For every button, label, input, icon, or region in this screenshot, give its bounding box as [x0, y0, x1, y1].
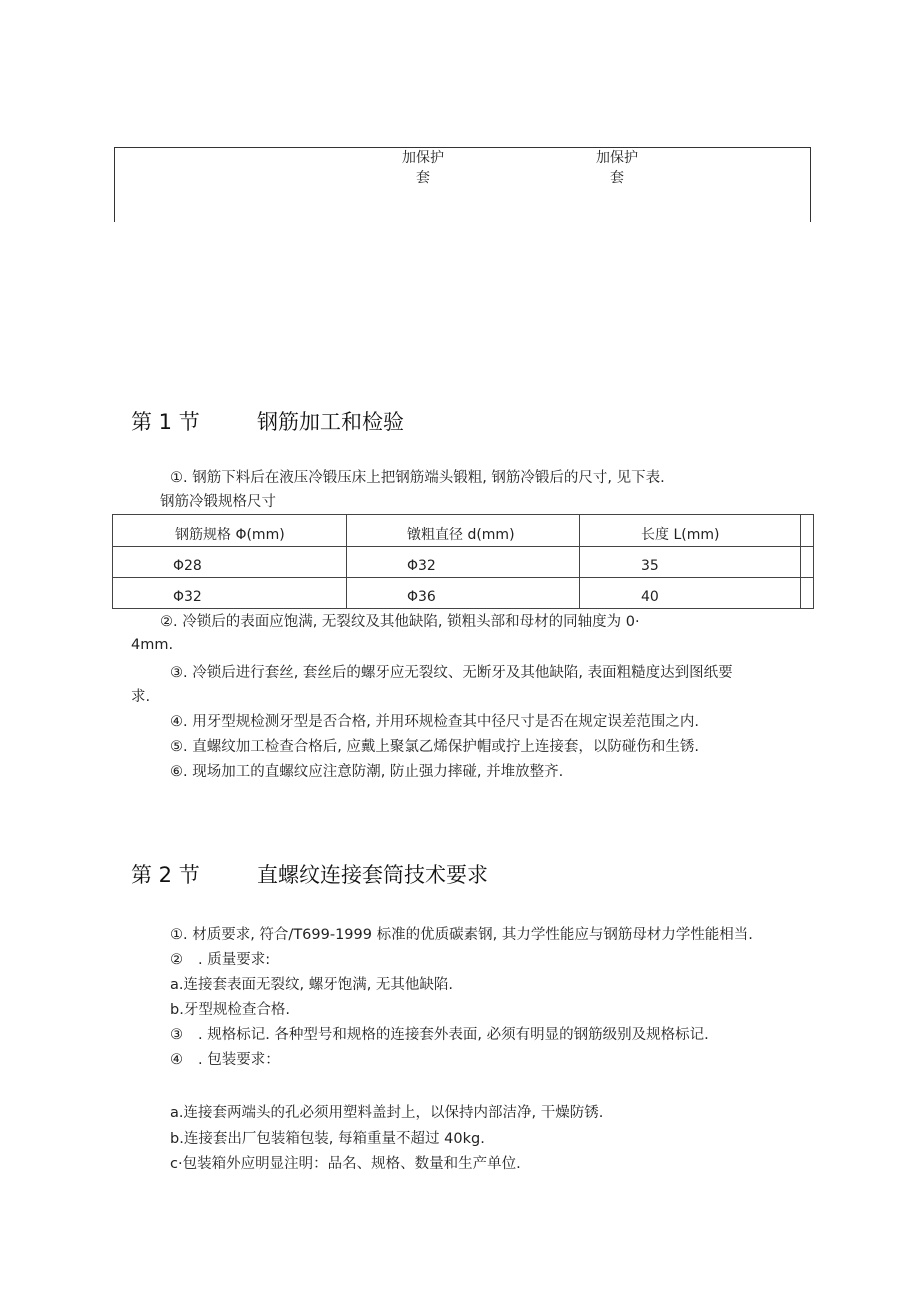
table-empty-cell: [801, 515, 814, 547]
table-row: [113, 578, 814, 609]
table-header-cell: [347, 515, 580, 547]
section2-item4b: b.连接套出厂包装箱包装, 每箱重量不超过 40kg.: [170, 1131, 485, 1147]
section1-item3-line1: ③. 冷锁后进行套丝, 套丝后的螺牙应无裂纹、无断牙及其他缺陷, 表面粗糙度达到图纸要: [170, 665, 733, 681]
section2-item3-text: . 规格标记. 各种型号和规格的连接套外表面, 必须有明显的钢筋级别及规格标记.: [198, 1027, 709, 1043]
fragment-cell-a: [393, 148, 453, 188]
table-empty-cell: [801, 547, 814, 578]
table-cell: [113, 547, 347, 578]
table-header-cell: [580, 515, 801, 547]
table-header-row: [113, 515, 814, 547]
section1-intro: ①. 钢筋下料后在液压冷锻压床上把钢筋端头锻粗, 钢筋冷锻后的尺寸, 见下表.: [170, 470, 665, 486]
section2-number: 第 2 节: [131, 863, 200, 887]
section2-item4-marker: ④: [170, 1052, 183, 1068]
section2-item4c: c·包装箱外应明显注明：品名、规格、数量和生产单位.: [170, 1156, 521, 1172]
table-cell-value: Φ36: [407, 589, 436, 605]
section1-item4: ④. 用牙型规检测牙型是否合格, 并用环规检查其中径尺寸是否在规定误差范围之内.: [170, 714, 700, 730]
table-cell-value: Φ28: [173, 558, 202, 574]
section2-item3-marker: ③: [170, 1027, 183, 1043]
section1-item2-line2: 4mm.: [131, 637, 174, 653]
table-cell: [347, 578, 580, 609]
table-cell-value: 40: [641, 589, 659, 605]
section2-item2-text: . 质量要求:: [198, 952, 271, 968]
section1-title: 钢筋加工和检验: [257, 410, 404, 434]
section1-table-caption: 钢筋冷锻规格尺寸: [160, 494, 276, 510]
section1-item5: ⑤. 直螺纹加工检查合格后, 应戴上聚氯乙烯保护帽或拧上连接套，以防碰伤和生锈.: [170, 739, 700, 755]
table-header-diameter: 镦粗直径 d(mm): [407, 527, 515, 543]
fragment-table-left-border: [114, 147, 115, 222]
table-cell-value: Φ32: [407, 558, 436, 574]
table-cell-value: Φ32: [173, 589, 202, 605]
table-cell: [580, 578, 801, 609]
table-cell-value: 35: [641, 558, 659, 574]
section2-item2a: a.连接套表面无裂纹, 螺牙饱满, 无其他缺陷.: [170, 977, 454, 993]
section2-item1: ①. 材质要求, 符合/T699-1999 标准的优质碳素钢, 其力学性能应与钢筋母材力学性能相当.: [170, 927, 753, 943]
section2-item4-text: . 包装要求：: [198, 1052, 280, 1068]
table-row: [113, 547, 814, 578]
fragment-cell-a-line1: 加保护: [402, 150, 444, 166]
table-header-cell: [113, 515, 347, 547]
section1-item3-line2: 求.: [131, 689, 151, 705]
table-header-spec: 钢筋规格 Φ(mm): [175, 527, 285, 543]
fragment-cell-a-line2: 套: [416, 170, 430, 186]
section2-item2-marker: ②: [170, 952, 183, 968]
fragment-table-top-border: [114, 147, 811, 148]
forging-spec-table: [112, 514, 814, 609]
table-header-length: 长度 L(mm): [641, 527, 720, 543]
table-empty-cell: [801, 578, 814, 609]
table-cell: [580, 547, 801, 578]
table-cell: [347, 547, 580, 578]
table-cell: [113, 578, 347, 609]
fragment-cell-b-line2: 套: [610, 170, 624, 186]
fragment-cell-b: [587, 148, 647, 188]
section1-item2-line1: ②. 冷锁后的表面应饱满, 无裂纹及其他缺陷, 锁粗头部和母材的同轴度为 0·: [160, 614, 640, 630]
fragment-cell-b-line1: 加保护: [596, 150, 638, 166]
section1-item6: ⑥. 现场加工的直螺纹应注意防潮, 防止强力摔碰, 并堆放整齐.: [170, 764, 564, 780]
section2-item4a: a.连接套两端头的孔必须用塑料盖封上，以保持内部洁净, 干燥防锈.: [170, 1105, 604, 1121]
section2-title: 直螺纹连接套筒技术要求: [257, 863, 488, 887]
section1-number: 第 1 节: [131, 410, 200, 434]
fragment-table-right-border: [810, 147, 811, 222]
section2-item2b: b.牙型规检查合格.: [170, 1002, 290, 1018]
